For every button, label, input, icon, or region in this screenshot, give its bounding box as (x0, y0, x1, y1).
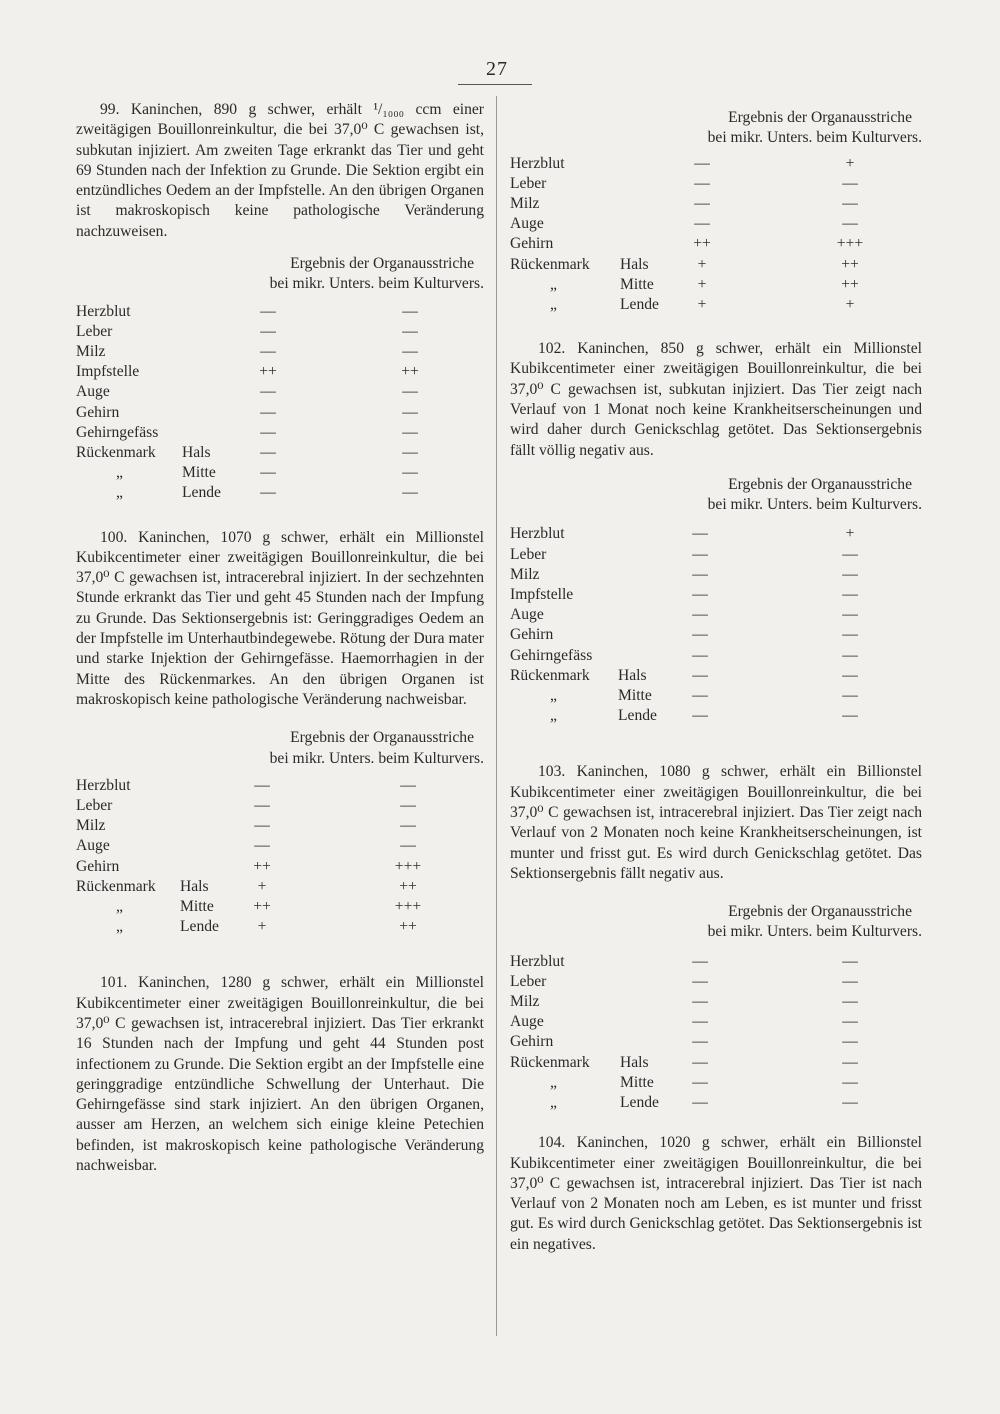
case-100-text (76, 528, 484, 711)
organ-name: Rückenmark (510, 666, 590, 684)
case-102-result-header (510, 475, 922, 516)
culture-result: — (842, 1073, 858, 1091)
microscopy-result: + (697, 255, 707, 273)
organ-name: Leber (510, 545, 547, 563)
case-99-result-table (76, 302, 484, 504)
result-row (510, 1012, 922, 1032)
result-row (76, 302, 484, 322)
microscopy-result: ++ (253, 897, 271, 915)
case-104-paragraph: 104. Kaninchen, 1020 g schwer, erhält ein Billionstel Kubikcentimeter einer zweitägigen Bouillonreinkultur, die bei 37,0⁰ C gewachsen ist, intracerebral injiziert. Das Tier ist nach Verlauf von 2 Monaten noch am Leben, es ist munter und frisst gut. Es wird durch Genickschlag getötet. Das Sektionsergebnis ist ein negatives. (510, 1134, 922, 1253)
result-row (510, 174, 922, 194)
microscopy-result: ++ (693, 235, 711, 253)
result-row (510, 275, 922, 295)
case-100-paragraph: 100. Kaninchen, 1070 g schwer, erhält ein Millionstel Kubikcentimeter einer zweitägigen Bouillonreinkultur, die bei 37,0⁰ C gewachsen ist, intracerebral injiziert. In der sechzehnten Stunde erkrankt das Tier und geht 45 Stunden nach der Impfung zu Grunde. Das Sektionsergebnis ist: Geringgradiges Oedem an der Impfstelle im Unterhautbindegewebe. Rötung der Dura mater und starke Injektion der Gehirngefässe. Haemorrhagien in der Mitte des Rückenmarkes. An den übrigen Organen ist makroskopisch keine pathologische Veränderung nachweisbar. (76, 528, 484, 708)
organ-segment: Lende (618, 707, 657, 725)
microscopy-result: — (254, 776, 270, 794)
organ-name: Gehirngefäss (510, 646, 593, 664)
culture-result: — (842, 1033, 858, 1051)
result-row (510, 646, 922, 666)
case-99-text (76, 100, 484, 242)
result-row (510, 295, 922, 315)
organ-name: „ (116, 464, 123, 482)
microscopy-result: — (260, 322, 276, 340)
culture-result: — (842, 565, 858, 583)
organ-name: „ (550, 1073, 557, 1091)
organ-name: Rückenmark (510, 1053, 590, 1071)
culture-result: +++ (394, 897, 422, 915)
microscopy-result: — (260, 403, 276, 421)
culture-result: — (842, 1013, 858, 1031)
result-row (510, 234, 922, 254)
organ-name: Auge (76, 383, 110, 401)
organ-name: Leber (76, 322, 113, 340)
organ-name: Auge (76, 837, 110, 855)
culture-result: + (845, 525, 855, 543)
culture-result: — (842, 1053, 858, 1071)
result-row (510, 194, 922, 214)
microscopy-result: — (694, 174, 710, 192)
microscopy-result: — (692, 545, 708, 563)
organ-segment: Lende (620, 295, 659, 313)
organ-name: „ (550, 707, 557, 725)
organ-segment: Mitte (618, 686, 652, 704)
microscopy-result: — (260, 443, 276, 461)
organ-name: „ (550, 275, 557, 293)
microscopy-result: + (697, 295, 707, 313)
result-row (76, 836, 484, 856)
microscopy-result: — (692, 1033, 708, 1051)
organ-name: Gehirn (510, 626, 554, 644)
result-row (510, 565, 922, 585)
organ-name: Herzblut (76, 776, 131, 794)
result-header-line1: Ergebnis der Organausstriche (728, 109, 912, 126)
organ-name: Leber (510, 972, 547, 990)
result-header-line2: bei mikr. Unters. beim Kulturvers. (707, 923, 922, 941)
culture-result: — (842, 626, 858, 644)
organ-name: Leber (76, 797, 113, 814)
result-row (510, 1073, 922, 1093)
organ-name: Milz (76, 817, 106, 835)
organ-segment: Lende (180, 918, 219, 936)
culture-result: — (402, 322, 418, 340)
culture-result: — (400, 776, 416, 794)
culture-result: +++ (394, 857, 422, 875)
culture-result: — (842, 646, 858, 664)
organ-name: „ (550, 1094, 557, 1112)
culture-result: — (402, 484, 418, 502)
microscopy-result: — (692, 565, 708, 583)
organ-segment: Hals (620, 1053, 649, 1071)
microscopy-result: — (692, 707, 708, 725)
organ-name: Milz (510, 194, 540, 212)
result-row (76, 403, 484, 423)
culture-result: — (400, 837, 416, 855)
microscopy-result: — (692, 1073, 708, 1091)
microscopy-result: — (692, 1053, 708, 1071)
result-row (510, 154, 922, 174)
microscopy-result: ++ (253, 857, 271, 875)
result-row (510, 992, 922, 1012)
organ-name: Herzblut (510, 154, 565, 172)
microscopy-result: — (254, 817, 270, 835)
organ-name: Auge (510, 1013, 544, 1031)
case-101-result-header (510, 108, 922, 149)
result-row (76, 897, 484, 917)
page-number: 27 (486, 58, 508, 80)
result-header-line2: bei mikr. Unters. beim Kulturvers. (707, 129, 922, 147)
organ-name: Milz (510, 993, 540, 1011)
culture-result: — (400, 817, 416, 835)
culture-result: — (400, 797, 416, 814)
microscopy-result: + (257, 877, 267, 895)
organ-name: Auge (510, 215, 544, 233)
result-row (76, 463, 484, 483)
case-103-result-header (510, 902, 922, 943)
culture-result: — (402, 383, 418, 401)
culture-result: — (842, 194, 858, 212)
case-99-paragraph: 99. Kaninchen, 890 g schwer, erhält ¹/₁₀₀₀ ccm einer zweitägigen Bouillonreinkultur, die bei 37,0⁰ C gewachsen ist, subkutan injiziert. Am zweiten Tage erkrankt das Tier und geht 69 Stunden nach der Infektion zu Grunde. Die Sektion ergibt ein entzündliches Oedem an der Impfstelle. An den übrigen Organen ist makroskopisch keine pathologische Veränderung nachzuweisen. (76, 101, 484, 240)
culture-result: + (845, 154, 855, 172)
case-100-result-header (76, 728, 484, 769)
organ-name: „ (550, 686, 557, 704)
culture-result: — (842, 586, 858, 604)
organ-segment: Hals (620, 255, 649, 273)
culture-result: — (842, 215, 858, 233)
culture-result: — (842, 1094, 858, 1112)
result-row (76, 342, 484, 362)
microscopy-result: — (260, 383, 276, 401)
organ-segment: Mitte (180, 897, 214, 915)
culture-result: — (402, 443, 418, 461)
organ-name: Rückenmark (76, 877, 156, 895)
result-header-line2: bei mikr. Unters. beim Kulturvers. (269, 749, 484, 767)
result-row (510, 1053, 922, 1073)
result-header-line1: Ergebnis der Organausstriche (728, 903, 912, 921)
microscopy-result: ++ (259, 363, 277, 381)
organ-name: „ (116, 918, 123, 936)
result-row (510, 585, 922, 605)
organ-name: Herzblut (510, 525, 565, 543)
microscopy-result: — (692, 1094, 708, 1112)
microscopy-result: — (692, 606, 708, 624)
microscopy-result: — (692, 972, 708, 990)
result-header-line2: bei mikr. Unters. beim Kulturvers. (707, 496, 922, 514)
result-row (510, 706, 922, 726)
case-101-paragraph: 101. Kaninchen, 1280 g schwer, erhält ein Millionstel Kubikcentimeter einer zweitägigen Bouillonreinkultur, die bei 37,0⁰ C gewachsen ist, intracerebral injiziert. Das Tier erkrankt 16 Stunden nach der Impfung und geht 44 Stunden post infectionem zu Grunde. Die Sektion ergibt an der Impfstelle eine geringgradige entzündliche Schwellung der Unterhaut. Die Gehirngefässe sind stark injiziert. An den übrigen Organen, ausser am Herzen, an welchem sich einige kleine Petechien befinden, ist makroskopisch keine pathologische Veränderung nachweisbar. (76, 974, 484, 1174)
page-number-rule (458, 84, 532, 85)
case-103-paragraph: 103. Kaninchen, 1080 g schwer, erhält ein Billionstel Kubikcentimeter einer zweitägigen Bouillonreinkultur, die bei 37,0⁰ C gewachsen ist, intracerebral injiziert. Das Tier zeigt nach Verlauf von 2 Monaten noch keine Krankheitserscheinungen, ist munter und frisst gut. Es wird durch Genickschlag getötet. Das Sektionsergebnis fällt negativ aus. (510, 763, 922, 882)
culture-result: — (402, 302, 418, 320)
column-divider (496, 96, 497, 1336)
result-row (76, 857, 484, 877)
organ-name: Gehirn (76, 857, 120, 875)
culture-result: ++ (841, 275, 859, 293)
organ-name: Auge (510, 606, 544, 624)
result-header-line1: Ergebnis der Organausstriche (290, 255, 474, 273)
result-row (76, 776, 484, 796)
culture-result: — (402, 464, 418, 482)
case-101-text (76, 973, 484, 1176)
result-row (510, 1032, 922, 1052)
result-row (76, 796, 484, 816)
culture-result: ++ (401, 363, 419, 381)
microscopy-result: — (692, 952, 708, 970)
culture-result: — (842, 545, 858, 563)
result-row (76, 443, 484, 463)
result-header-line1: Ergebnis der Organausstriche (290, 729, 474, 747)
result-row (510, 666, 922, 686)
case-102-paragraph: 102. Kaninchen, 850 g schwer, erhält ein Millionstel Kubikcentimeter einer zweitägigen Bouillonreinkultur, die bei 37,0⁰ C gewachsen ist, subkutan injiziert. Das Tier zeigt nach Verlauf von 1 Monat noch keine Krankheitserscheinungen und wird daher durch Genickschlag getötet. Das Sektionsergebnis fällt völlig negativ aus. (510, 340, 922, 459)
case-100-result-table (76, 776, 484, 938)
organ-name: Impfstelle (76, 363, 140, 381)
result-row (76, 917, 484, 937)
case-99-result-header (76, 254, 484, 295)
culture-result: — (402, 343, 418, 361)
result-row (510, 972, 922, 992)
result-row (510, 545, 922, 565)
result-row (510, 524, 922, 544)
organ-name: Herzblut (76, 302, 131, 320)
microscopy-result: — (260, 484, 276, 502)
organ-segment: Lende (182, 484, 221, 502)
result-row (76, 483, 484, 503)
organ-name: Leber (510, 174, 547, 192)
case-103-result-table (510, 952, 922, 1114)
result-row (76, 877, 484, 897)
organ-name: Herzblut (510, 952, 565, 970)
result-row (510, 214, 922, 234)
microscopy-result: — (692, 1013, 708, 1031)
culture-result: ++ (841, 255, 859, 273)
culture-result: — (402, 403, 418, 421)
organ-name: Milz (510, 565, 540, 583)
result-header-line1: Ergebnis der Organausstriche (728, 475, 912, 493)
organ-segment: Hals (618, 666, 647, 684)
culture-result: + (845, 295, 855, 313)
result-row (510, 952, 922, 972)
organ-name: „ (550, 295, 557, 313)
result-row (510, 686, 922, 706)
result-row (76, 423, 484, 443)
microscopy-result: — (254, 797, 270, 814)
organ-segment: Mitte (620, 275, 654, 293)
result-row (510, 255, 922, 275)
microscopy-result: — (260, 343, 276, 361)
organ-segment: Hals (182, 443, 211, 461)
microscopy-result: — (692, 646, 708, 664)
organ-name: Gehirn (510, 1033, 554, 1051)
microscopy-result: — (694, 194, 710, 212)
result-row (76, 816, 484, 836)
microscopy-result: — (260, 302, 276, 320)
microscopy-result: — (692, 525, 708, 543)
result-row (76, 322, 484, 342)
culture-result: — (842, 993, 858, 1011)
culture-result: ++ (399, 877, 417, 895)
result-row (76, 382, 484, 402)
organ-name: Gehirngefäss (76, 423, 159, 441)
culture-result: — (842, 666, 858, 684)
culture-result: — (842, 952, 858, 970)
organ-name: Milz (76, 343, 106, 361)
result-row (510, 605, 922, 625)
culture-result: — (842, 606, 858, 624)
organ-name: Gehirn (76, 403, 120, 421)
case-101-result-table (510, 154, 922, 316)
microscopy-result: — (694, 154, 710, 172)
organ-name: „ (116, 484, 123, 502)
organ-name: Gehirn (510, 235, 554, 253)
organ-name: Rückenmark (510, 255, 590, 273)
microscopy-result: — (692, 993, 708, 1011)
culture-result: +++ (836, 235, 864, 253)
microscopy-result: — (260, 423, 276, 441)
microscopy-result: + (257, 918, 267, 936)
microscopy-result: — (692, 666, 708, 684)
microscopy-result: — (692, 626, 708, 644)
organ-segment: Lende (620, 1094, 659, 1112)
left-column (76, 100, 484, 1176)
microscopy-result: — (692, 586, 708, 604)
case-104-text (510, 1133, 922, 1255)
result-row (510, 625, 922, 645)
microscopy-result: — (254, 837, 270, 855)
culture-result: — (402, 423, 418, 441)
microscopy-result: — (694, 215, 710, 233)
microscopy-result: + (697, 275, 707, 293)
result-row (510, 1093, 922, 1113)
organ-name: Rückenmark (76, 443, 156, 461)
culture-result: ++ (399, 918, 417, 936)
culture-result: — (842, 174, 858, 192)
microscopy-result: — (260, 464, 276, 482)
organ-name: „ (116, 897, 123, 915)
organ-segment: Mitte (620, 1073, 654, 1091)
culture-result: — (842, 707, 858, 725)
culture-result: — (842, 972, 858, 990)
organ-segment: Hals (180, 877, 209, 895)
organ-segment: Mitte (182, 464, 216, 482)
right-column (510, 100, 922, 1255)
case-103-text (510, 762, 922, 884)
result-row (76, 362, 484, 382)
case-102-result-table (510, 524, 922, 726)
organ-name: Impfstelle (510, 586, 574, 604)
result-header-line2: bei mikr. Unters. beim Kulturvers. (269, 275, 484, 293)
culture-result: — (842, 686, 858, 704)
microscopy-result: — (692, 686, 708, 704)
case-102-text (510, 339, 922, 461)
